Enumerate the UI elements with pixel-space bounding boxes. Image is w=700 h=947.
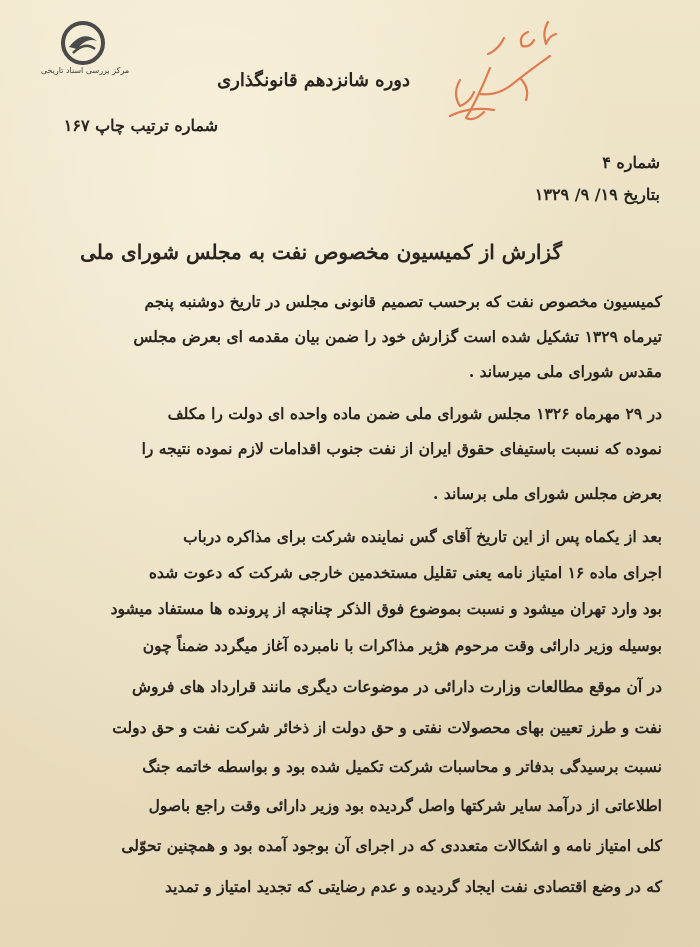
body-line: نفت و طرز تعیین بهای محصولات نفتی و حق دولت از ذخائر شرکت نفت و حق دولت [112, 718, 662, 737]
body-line: کلی امتیاز نامه و اشکالات متعددی که در اجرای آن بوجود آمده بود و همچنین تحوّلی [121, 836, 662, 855]
body-line: بعرض مجلس شورای ملی برساند . [433, 484, 662, 503]
document-number: شماره ۴ [602, 153, 660, 172]
body-line: بود وارد تهران میشود و نسبت بموضوع فوق الذکر چنانچه از پرونده ها مستفاد میشود [110, 599, 662, 618]
archive-logo-icon [60, 20, 106, 66]
body-line: مقدس شورای ملی میرساند . [468, 362, 662, 381]
session-heading: دوره شانزدهم قانونگذاری [217, 70, 410, 91]
body-line: بوسیله وزیر دارائی وقت مرحوم هژیر مذاکرات با نامبرده آغاز میگردد ضمناً چون [142, 636, 662, 655]
body-line: که در وضع اقتصادی نفت ایجاد گردیده و عدم رضایتی که تجدید امتیاز و تمدید [165, 877, 662, 896]
body-line: در آن موقع مطالعات وزارت دارائی در موضوعات دیگری مانند قرارداد های فروش [132, 677, 662, 696]
body-line: بعد از یکماه پس از این تاریخ آقای گس نماینده شرکت برای مذاکره درباب [183, 527, 662, 546]
archive-logo-caption: مرکز بررسی اسناد تاریخی [40, 66, 130, 75]
body-line: تیرماه ۱۳۲۹ تشکیل شده است گزارش خود را ضمن بیان مقدمه ای بعرض مجلس [133, 327, 662, 346]
body-line: اجرای ماده ۱۶ امتیاز نامه یعنی تقلیل مستخدمین خارجی شرکت که دعوت شده [148, 563, 662, 582]
archive-logo [30, 20, 140, 80]
handwritten-note [430, 8, 580, 138]
body-line: نموده که نسبت باستیفای حقوق ایران از نفت جنوب اقدامات لازم نموده نتیجه را [141, 439, 662, 458]
print-order-number: شماره ترتیب چاپ ۱۶۷ [63, 116, 218, 135]
body-line: در ۲۹ مهرماه ۱۳۲۶ مجلس شورای ملی ضمن ماده واحده ای دولت را مکلف [167, 404, 662, 423]
document-date: بتاریخ ۱۹/ ۹/ ۱۳۲۹ [534, 185, 660, 204]
report-title: گزارش از کمیسیون مخصوص نفت به مجلس شورای ملی [80, 240, 562, 264]
body-line: نسبت برسیدگی بدفاتر و محاسبات شرکت تکمیل شده بود و بواسطه خاتمه جنگ [142, 757, 662, 776]
body-line: کمیسیون مخصوص نفت که برحسب تصمیم قانونی مجلس در تاریخ دوشنبه پنجم [144, 292, 662, 311]
body-line: اطلاعاتی از درآمد سایر شرکتها واصل گردیده بود وزیر دارائی وقت راجع باصول [148, 796, 662, 815]
